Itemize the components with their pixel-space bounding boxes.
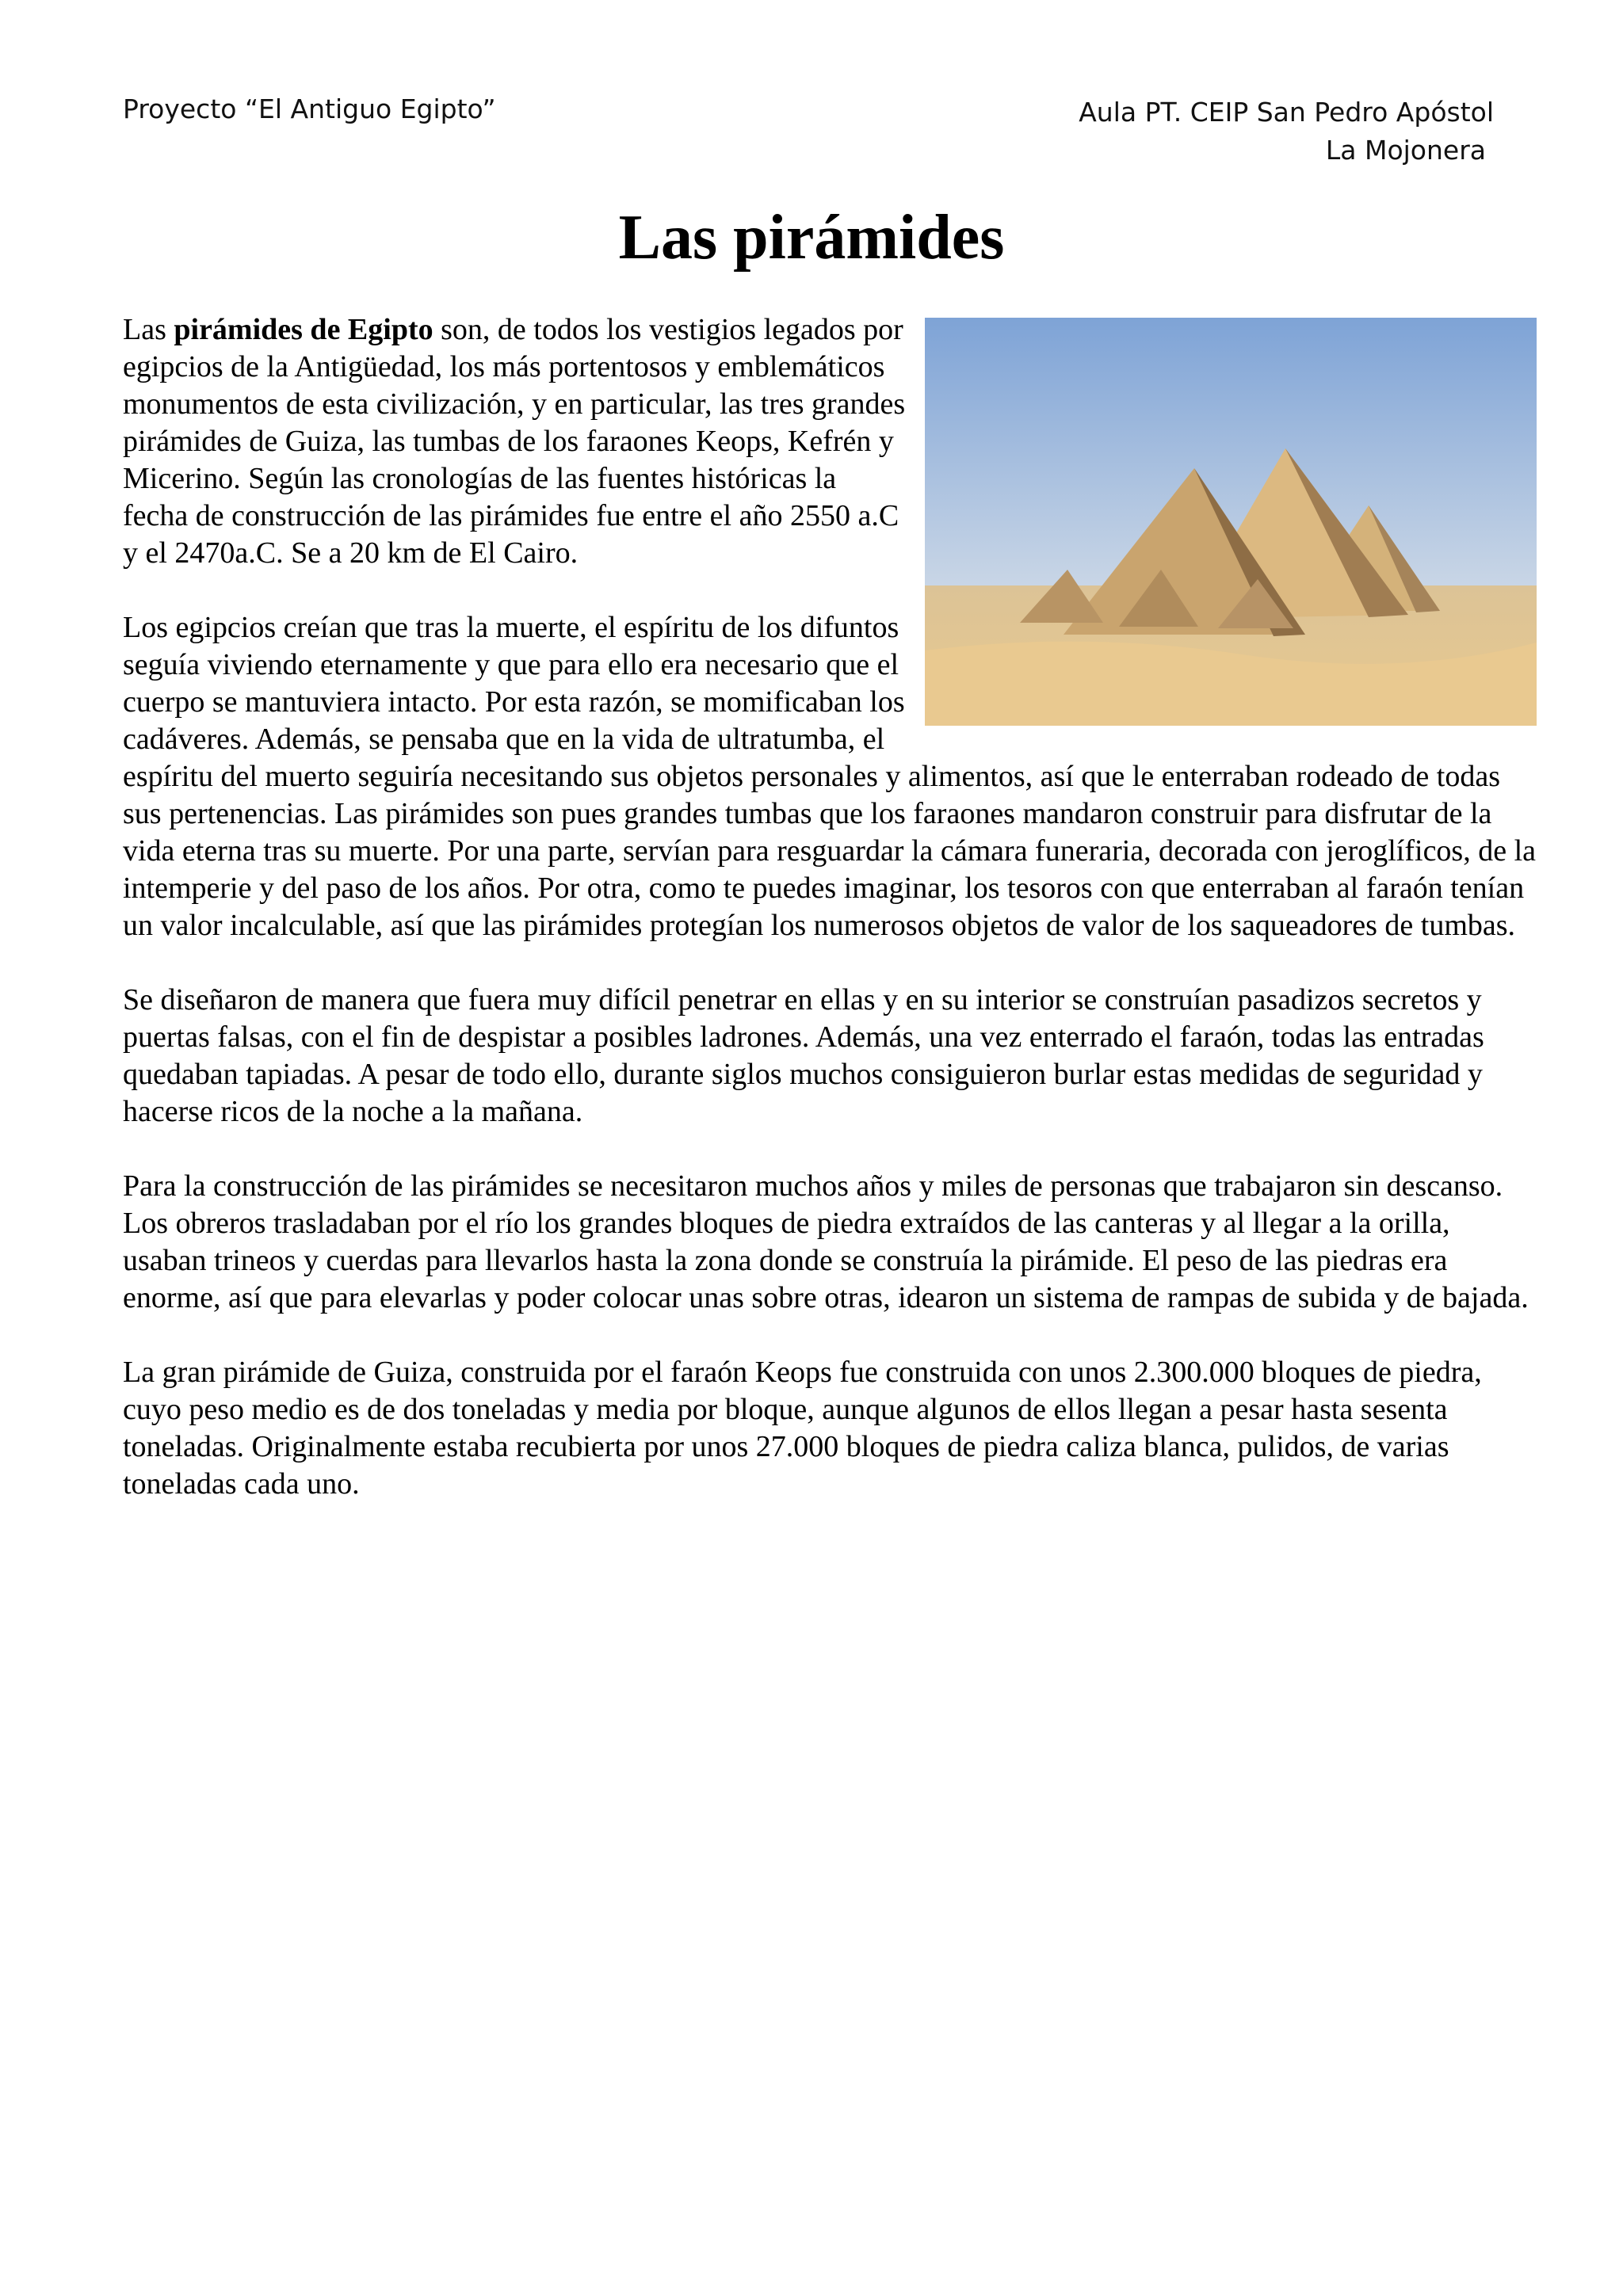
page-title: Las pirámides xyxy=(618,203,1005,273)
paragraph-5: La gran pirámide de Guiza, construida por el faraón Keops fue construida con unos 2.300.000 bloques de piedra, cuyo peso medio es de dos toneladas y media por bloque, aunque algunos de ellos llegan a pesar hasta sesenta toneladas. Originalmente estaba recubierta por unos 27.000 bloques de piedra caliza blanca, pulidos, de varias toneladas cada uno. xyxy=(123,1356,1482,1501)
bold-term: pirámides de Egipto xyxy=(174,313,433,346)
paragraph-3: Se diseñaron de manera que fuera muy difícil penetrar en ellas y en su interior se construían pasadizos secretos y puertas falsas, con el fin de despistar a posibles ladrones. Además, una vez enterrado el faraón, todas las entradas quedaban tapiadas. A pesar de todo ello, durante siglos muchos consiguieron burlar estas medidas de seguridad y hacerse ricos de la noche a la mañana. xyxy=(123,983,1484,1128)
pyramids-photo xyxy=(925,318,1537,726)
header-school xyxy=(1079,93,1494,170)
paragraph-4: Para la construcción de las pirámides se necesitaron muchos años y miles de personas que trabajaron sin descanso. Los obreros trasladaban por el río los grandes bloques de piedra extraídos de las canteras y al llegar a la orilla, usaban trineos y cuerdas para llevarlos hasta la zona donde se construía la pirámide. El peso de las piedras era enorme, así que para elevarlas y poder colocar unas sobre otras, idearon un sistema de rampas de subida y de bajada. xyxy=(123,1169,1529,1314)
header-project-title: Proyecto “El Antiguo Egipto” xyxy=(123,93,496,124)
paragraph-1: Las pirámides de Egipto son, de todos los vestigios legados por egipcios de la Antigüedad, los más portentosos y emblemáticos monumentos de esta civilización, y en particular, las tres grandes pirámides de Guiza, las tumbas de los faraones Keops, Kefrén y Micerino. Según las cronologías de las fuentes históricas la fecha de construcción de las pirámides fue entre el año 2550 a.C y el 2470a.C. Se a 20 km de El Cairo. xyxy=(123,313,906,570)
document-body xyxy=(123,311,1537,1540)
paragraph-2: Los egipcios creían que tras la muerte, el espíritu de los difuntos seguía viviendo eternamente y que para ello era necesario que el cuerpo se mantuviera intacto. Por esta razón, se momificaban los cadáveres. Además, se pensaba que en la vida de ultratumba, el espíritu del muerto seguiría necesitando sus objetos personales y alimentos, así que le enterraban rodeado de todas sus pertenencias. Las pirámides son pues grandes tumbas que los faraones mandaron construir para disfrutar de la vida eterna tras su muerte. Por una parte, servían para resguardar la cámara funeraria, decorada con jeroglíficos, de la intemperie y del paso de los años. Por otra, como te puedes imaginar, los tesoros con que enterraban al faraón tenían un valor incalculable, así que las pirámides protegían los numerosos objetos de valor de los saqueadores de tumbas. xyxy=(123,611,1537,942)
header-school-town: La Mojonera xyxy=(1325,135,1486,166)
header-school-name: Aula PT. CEIP San Pedro Apóstol xyxy=(1079,97,1494,128)
